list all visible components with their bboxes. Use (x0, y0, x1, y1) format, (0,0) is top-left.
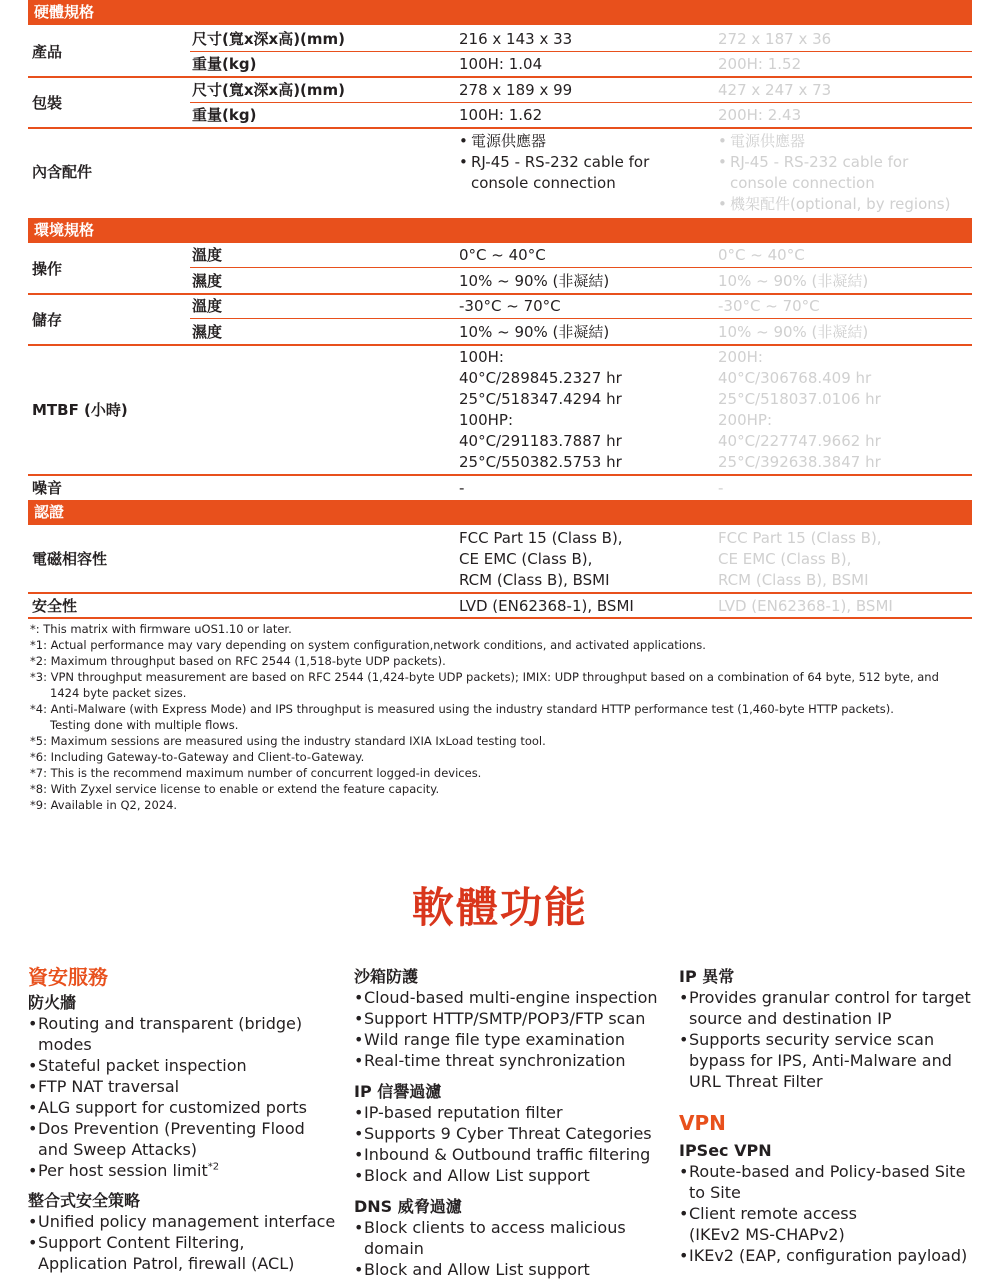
packing-dimension-200h: 427 x 247 x 73 (718, 81, 832, 99)
feature-item: • FTP NAT traversal (28, 1076, 335, 1097)
operating-humidity-200h: 10% ~ 90% (非凝結) (718, 272, 869, 290)
vpn-heading: VPN (679, 1111, 726, 1135)
ipsec-vpn-heading: IPSec VPN (679, 1141, 772, 1160)
accessory-item: • 電源供應器 (459, 131, 649, 152)
mtbf-label: MTBF (小時) (32, 401, 128, 419)
feature-item (28, 1013, 335, 1055)
operating-temp-100h: 0°C ~ 40°C (459, 246, 546, 264)
accessory-item: • RJ-45 - RS-232 cable for (459, 152, 649, 173)
row-divider (28, 344, 972, 346)
mtbf-line: 25°C/518347.4294 hr (459, 390, 622, 408)
mtbf-line: 200HP: (718, 411, 773, 429)
environment-section-header: 環境規格 (28, 218, 972, 243)
feature-item (28, 1232, 335, 1274)
feature-item (354, 1217, 658, 1259)
mtbf-line: 40°C/306768.409 hr (718, 369, 872, 387)
feature-line: • Supports security service scan (679, 1029, 971, 1050)
feature-item: • IP-based reputation filter (354, 1102, 658, 1123)
software-col-security (28, 964, 335, 1274)
mtbf-200h (718, 347, 881, 473)
feature-line: URL Threat Filter (689, 1072, 823, 1091)
feature-line: modes (38, 1035, 92, 1054)
hardware-section-header: 硬體規格 (28, 0, 972, 25)
accessory-item-cont: console connection (730, 174, 875, 192)
emc-line: RCM (Class B), BSMI (718, 571, 869, 589)
mtbf-line: 40°C/291183.7887 hr (459, 432, 622, 450)
feature-line: Per host session limit (38, 1161, 208, 1180)
accessory-item: • 電源供應器 (718, 131, 950, 152)
feature-item: • Unified policy management interface (28, 1211, 335, 1232)
storage-temp-200h: -30°C ~ 70°C (718, 297, 820, 315)
dns-threat-heading: DNS 威脅過濾 (354, 1197, 462, 1216)
table-bottom-border (28, 617, 972, 619)
feature-item (679, 987, 971, 1029)
row-divider (28, 474, 972, 476)
footnote: *: This matrix with firmware uOS1.10 or later. (30, 622, 292, 636)
feature-item (679, 1203, 971, 1245)
accessories-100h (459, 131, 649, 194)
feature-line: (IKEv2 MS-CHAPv2) (689, 1225, 845, 1244)
footnote: *4: Anti-Malware (with Express Mode) and IPS throughput is measured using the industry standard HTTP performance test (1,460-byte HTTP packets). (30, 702, 894, 716)
safety-200h: LVD (EN62368-1), BSMI (718, 597, 893, 615)
footnote: *7: This is the recommend maximum number of concurrent logged-in devices. (30, 766, 482, 780)
row-divider (28, 127, 972, 129)
certification-section-header: 認證 (28, 500, 972, 525)
packing-weight-label: 重量(kg) (192, 106, 257, 124)
feature-line: source and destination IP (689, 1009, 892, 1028)
software-features-title: 軟體功能 (411, 883, 588, 932)
accessories-200h (718, 131, 950, 215)
feature-item: • Inbound & Outbound traffic filtering (354, 1144, 658, 1165)
feature-item: • Stateful packet inspection (28, 1055, 335, 1076)
mtbf-100h (459, 347, 622, 473)
footnote: *8: With Zyxel service license to enable or extend the feature capacity. (30, 782, 440, 796)
footnote: *2: Maximum throughput based on RFC 2544 (1,518-byte UDP packets). (30, 654, 446, 668)
packing-weight-200h: 200H: 2.43 (718, 106, 802, 124)
row-divider (28, 592, 972, 594)
feature-line: • Dos Prevention (Preventing Flood (28, 1118, 335, 1139)
packing-dimension-100h: 278 x 189 x 99 (459, 81, 573, 99)
emc-100h (459, 528, 623, 591)
software-col-sandbox (354, 966, 658, 1280)
mtbf-line: 25°C/550382.5753 hr (459, 453, 622, 471)
feature-item: • Wild range file type examination (354, 1029, 658, 1050)
footnotes (30, 621, 970, 813)
footnote: 1424 byte packet sizes. (50, 686, 187, 700)
sandbox-heading: 沙箱防護 (354, 967, 419, 986)
operating-humidity-label: 濕度 (192, 272, 223, 290)
footnote: Testing done with multiple flows. (50, 718, 239, 732)
storage-temp-100h: -30°C ~ 70°C (459, 297, 561, 315)
feature-item: • Supports 9 Cyber Threat Categories (354, 1123, 658, 1144)
mtbf-line: 40°C/289845.2327 hr (459, 369, 622, 387)
footnote: *6: Including Gateway-to-Gateway and Client-to-Gateway. (30, 750, 365, 764)
footnote-ref: *2 (207, 1161, 220, 1173)
product-label: 產品 (32, 43, 63, 61)
firewall-heading: 防火牆 (28, 993, 77, 1012)
storage-humidity-200h: 10% ~ 90% (非凝結) (718, 323, 869, 341)
mtbf-line: 100H: (459, 348, 504, 366)
emc-line: CE EMC (Class B), (459, 550, 593, 568)
operating-temp-label: 溫度 (192, 246, 223, 264)
product-weight-label: 重量(kg) (192, 55, 257, 73)
feature-line: • Block clients to access malicious (354, 1217, 658, 1238)
emc-line: RCM (Class B), BSMI (459, 571, 610, 589)
product-dimension-label: 尺寸(寬x深x高)(mm) (192, 30, 346, 48)
storage-temp-label: 溫度 (192, 297, 223, 315)
storage-humidity-100h: 10% ~ 90% (非凝結) (459, 323, 610, 341)
noise-100h: - (459, 479, 465, 497)
feature-line: • Provides granular control for target (679, 987, 971, 1008)
accessory-item: • RJ-45 - RS-232 cable for (718, 152, 950, 173)
mtbf-line: 25°C/392638.3847 hr (718, 453, 881, 471)
product-dimension-200h: 272 x 187 x 36 (718, 30, 832, 48)
row-divider (190, 102, 972, 103)
accessories-label: 內含配件 (32, 163, 93, 181)
feature-line: bypass for IPS, Anti-Malware and (689, 1051, 952, 1070)
row-divider (190, 267, 972, 268)
emc-label: 電磁相容性 (32, 550, 108, 568)
footnote: *1: Actual performance may vary depending on system configuration,network conditions, and activated applications. (30, 638, 706, 652)
feature-item (679, 1161, 971, 1203)
ip-reputation-heading: IP 信譽過濾 (354, 1082, 442, 1101)
row-divider (28, 293, 972, 295)
feature-line: Application Patrol, firewall (ACL) (38, 1254, 295, 1273)
feature-item: • Real-time threat synchronization (354, 1050, 658, 1071)
mtbf-line: 100HP: (459, 411, 514, 429)
noise-200h: - (718, 479, 724, 497)
footnote: *9: Available in Q2, 2024. (30, 798, 178, 812)
feature-line: domain (364, 1239, 424, 1258)
footnote: *5: Maximum sessions are measured using the industry standard IXIA IxLoad testing tool. (30, 734, 546, 748)
storage-humidity-label: 濕度 (192, 323, 223, 341)
accessory-item-cont: console connection (471, 174, 616, 192)
row-divider (190, 51, 972, 52)
feature-item (679, 1029, 971, 1092)
feature-item (28, 1118, 335, 1160)
operating-label: 操作 (32, 260, 63, 278)
feature-item: • Block and Allow List support (354, 1259, 658, 1280)
emc-line: CE EMC (Class B), (718, 550, 852, 568)
packing-weight-100h: 100H: 1.62 (459, 106, 543, 124)
mtbf-line: 200H: (718, 348, 763, 366)
operating-humidity-100h: 10% ~ 90% (非凝結) (459, 272, 610, 290)
security-services-heading: 資安服務 (28, 965, 108, 989)
safety-label: 安全性 (32, 597, 78, 615)
feature-line: and Sweep Attacks) (38, 1140, 198, 1159)
unified-policy-heading: 整合式安全策略 (28, 1191, 141, 1210)
software-col-ip-vpn (679, 966, 971, 1266)
row-divider (28, 76, 972, 78)
feature-line: • Routing and transparent (bridge) (28, 1013, 335, 1034)
feature-item: • Support HTTP/SMTP/POP3/FTP scan (354, 1008, 658, 1029)
safety-100h: LVD (EN62368-1), BSMI (459, 597, 634, 615)
feature-line: • Route-based and Policy-based Site (679, 1161, 971, 1182)
row-divider (190, 318, 972, 319)
feature-line: • Client remote access (679, 1203, 971, 1224)
feature-item: • ALG support for customized ports (28, 1097, 335, 1118)
product-dimension-100h: 216 x 143 x 33 (459, 30, 573, 48)
feature-item: • IKEv2 (EAP, configuration payload) (679, 1245, 971, 1266)
product-weight-200h: 200H: 1.52 (718, 55, 802, 73)
emc-line: FCC Part 15 (Class B), (718, 529, 882, 547)
feature-item: • Block and Allow List support (354, 1165, 658, 1186)
emc-200h (718, 528, 882, 591)
mtbf-line: 25°C/518037.0106 hr (718, 390, 881, 408)
packing-dimension-label: 尺寸(寬x深x高)(mm) (192, 81, 346, 99)
noise-label: 噪音 (32, 479, 63, 497)
mtbf-line: 40°C/227747.9662 hr (718, 432, 881, 450)
feature-item: • Cloud-based multi-engine inspection (354, 987, 658, 1008)
storage-label: 儲存 (32, 311, 63, 329)
product-weight-100h: 100H: 1.04 (459, 55, 543, 73)
ip-exception-heading: IP 異常 (679, 967, 735, 986)
feature-line: • Support Content Filtering, (28, 1232, 335, 1253)
footnote: *3: VPN throughput measurement are based on RFC 2544 (1,424-byte UDP packets); IMIX: UDP throughput based on a combination of 64 byte, 512 byte, and (30, 670, 939, 684)
feature-item (28, 1160, 335, 1181)
operating-temp-200h: 0°C ~ 40°C (718, 246, 805, 264)
packing-label: 包裝 (32, 94, 63, 112)
emc-line: FCC Part 15 (Class B), (459, 529, 623, 547)
accessory-item: • 機架配件(optional, by regions) (718, 194, 950, 215)
feature-line: to Site (689, 1183, 741, 1202)
